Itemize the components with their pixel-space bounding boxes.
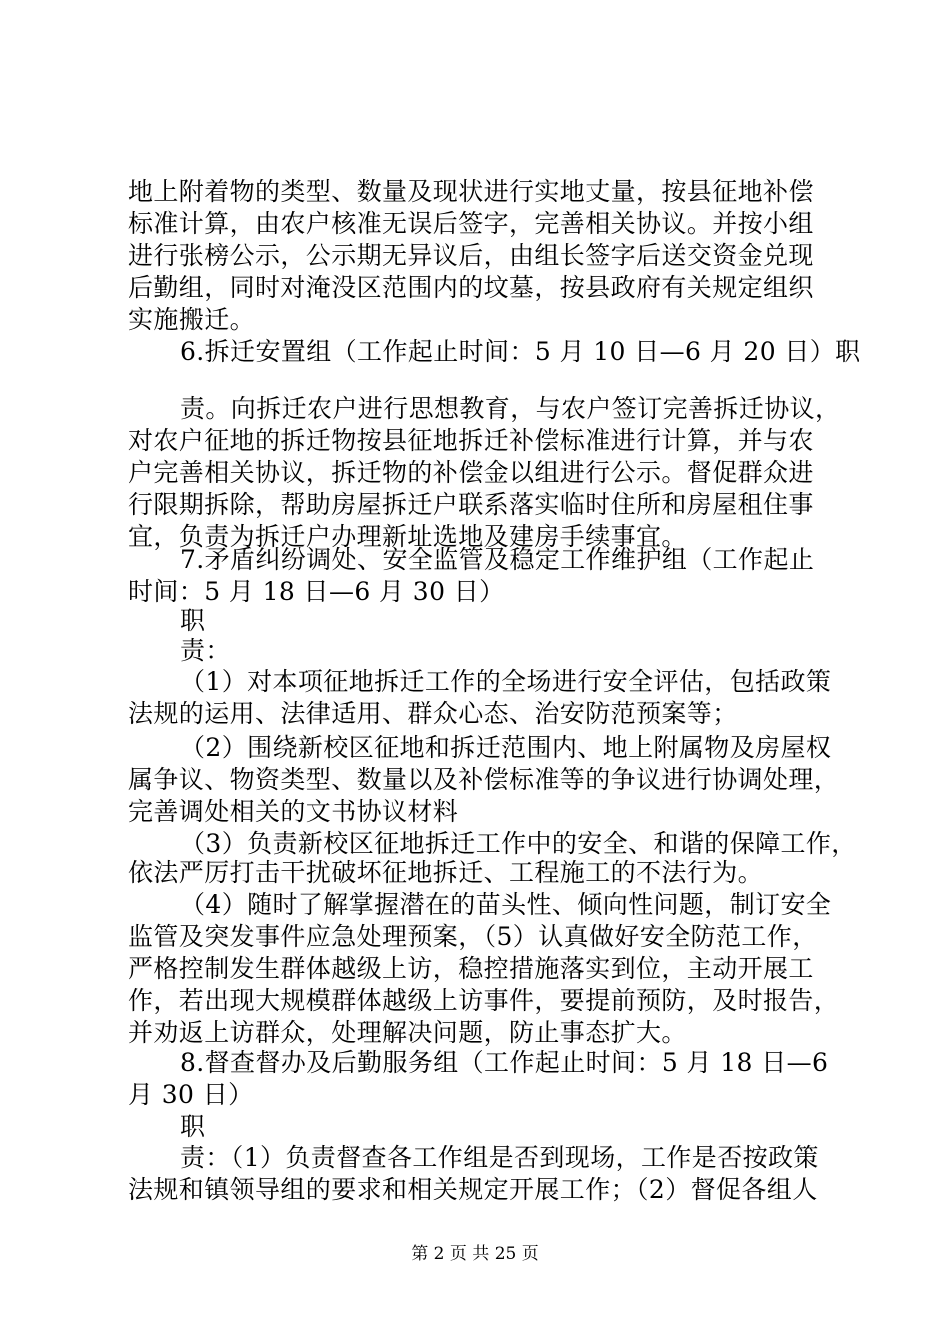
text-line: 行限期拆除，帮助房屋拆迁户联系落实临时住所和房屋租住事 bbox=[128, 490, 814, 519]
text-line: 对农户征地的拆迁物按县征地拆迁补偿标准进行计算，并与农 bbox=[128, 426, 814, 455]
text-line: 实施搬迁。 bbox=[128, 305, 256, 334]
text-line: 宜，负责为拆迁户办理新址选地及建房手续事宜。 bbox=[128, 522, 687, 551]
text-line: 依法严厉打击干扰破坏征地拆迁、工程施工的不法行为。 bbox=[128, 858, 764, 887]
text-line: 地上附着物的类型、数量及现状进行实地丈量，按县征地补偿 bbox=[128, 177, 814, 206]
list-item-2: （2）围绕新校区征地和拆迁范围内、地上附属物及房屋权 bbox=[180, 733, 832, 762]
text-line: 月 30 日） bbox=[128, 1080, 254, 1109]
text-line: 完善调处相关的文书协议材料 bbox=[128, 797, 459, 826]
text-line: 职 bbox=[180, 606, 206, 635]
text-line: 法规和镇领导组的要求和相关规定开展工作；（2）督促各组人 bbox=[128, 1175, 818, 1204]
page-number-footer: 第 2 页 共 25 页 bbox=[411, 1244, 539, 1264]
list-item-1: （1）对本项征地拆迁工作的全场进行安全评估，包括政策 bbox=[180, 667, 832, 696]
section-heading-8: 8.督查督办及后勤服务组（工作起止时间：5 月 18 日—6 bbox=[180, 1048, 829, 1077]
section-heading-6: 6.拆迁安置组（工作起止时间：5 月 10 日—6 月 20 日）职 bbox=[180, 337, 861, 366]
text-line: 职 bbox=[180, 1112, 206, 1141]
text-line: 标准计算，由农户核准无误后签字，完善相关协议。并按小组 bbox=[128, 209, 814, 238]
text-line: 作，若出现大规模群体越级上访事件，要提前预防，及时报告， bbox=[128, 986, 840, 1015]
text-line: 责。向拆迁农户进行思想教育，与农户签订完善拆迁协议， bbox=[180, 394, 841, 423]
text-line: 并劝返上访群众，处理解决问题，防止事态扩大。 bbox=[128, 1018, 687, 1047]
text-line: 属争议、物资类型、数量以及补偿标准等的争议进行协调处理， bbox=[128, 765, 840, 794]
text-line: 责：（1）负责督查各工作组是否到现场，工作是否按政策 bbox=[180, 1143, 819, 1172]
text-line: 后勤组，同时对淹没区范围内的坟墓，按县政府有关规定组织 bbox=[128, 273, 814, 302]
section-heading-7: 7.矛盾纠纷调处、安全监管及稳定工作维护组（工作起止 bbox=[180, 545, 815, 574]
text-line: 户完善相关协议，拆迁物的补偿金以组进行公示。督促群众进 bbox=[128, 458, 814, 487]
text-line: 严格控制发生群体越级上访，稳控措施落实到位，主动开展工 bbox=[128, 954, 814, 983]
text-line: 时间：5 月 18 日—6 月 30 日） bbox=[128, 577, 505, 606]
text-line: 进行张榜公示，公示期无异议后，由组长签字后送交资金兑现 bbox=[128, 241, 814, 270]
list-item-3: （3）负责新校区征地拆迁工作中的安全、和谐的保障工作， bbox=[180, 829, 857, 858]
text-line: 法规的运用、法律适用、群众心态、治安防范预案等； bbox=[128, 699, 738, 728]
text-line: 监管及突发事件应急处理预案，（5）认真做好安全防范工作， bbox=[128, 922, 818, 951]
text-line: 责： bbox=[180, 636, 231, 665]
list-item-4: （4）随时了解掌握潜在的苗头性、倾向性问题，制订安全 bbox=[180, 890, 832, 919]
